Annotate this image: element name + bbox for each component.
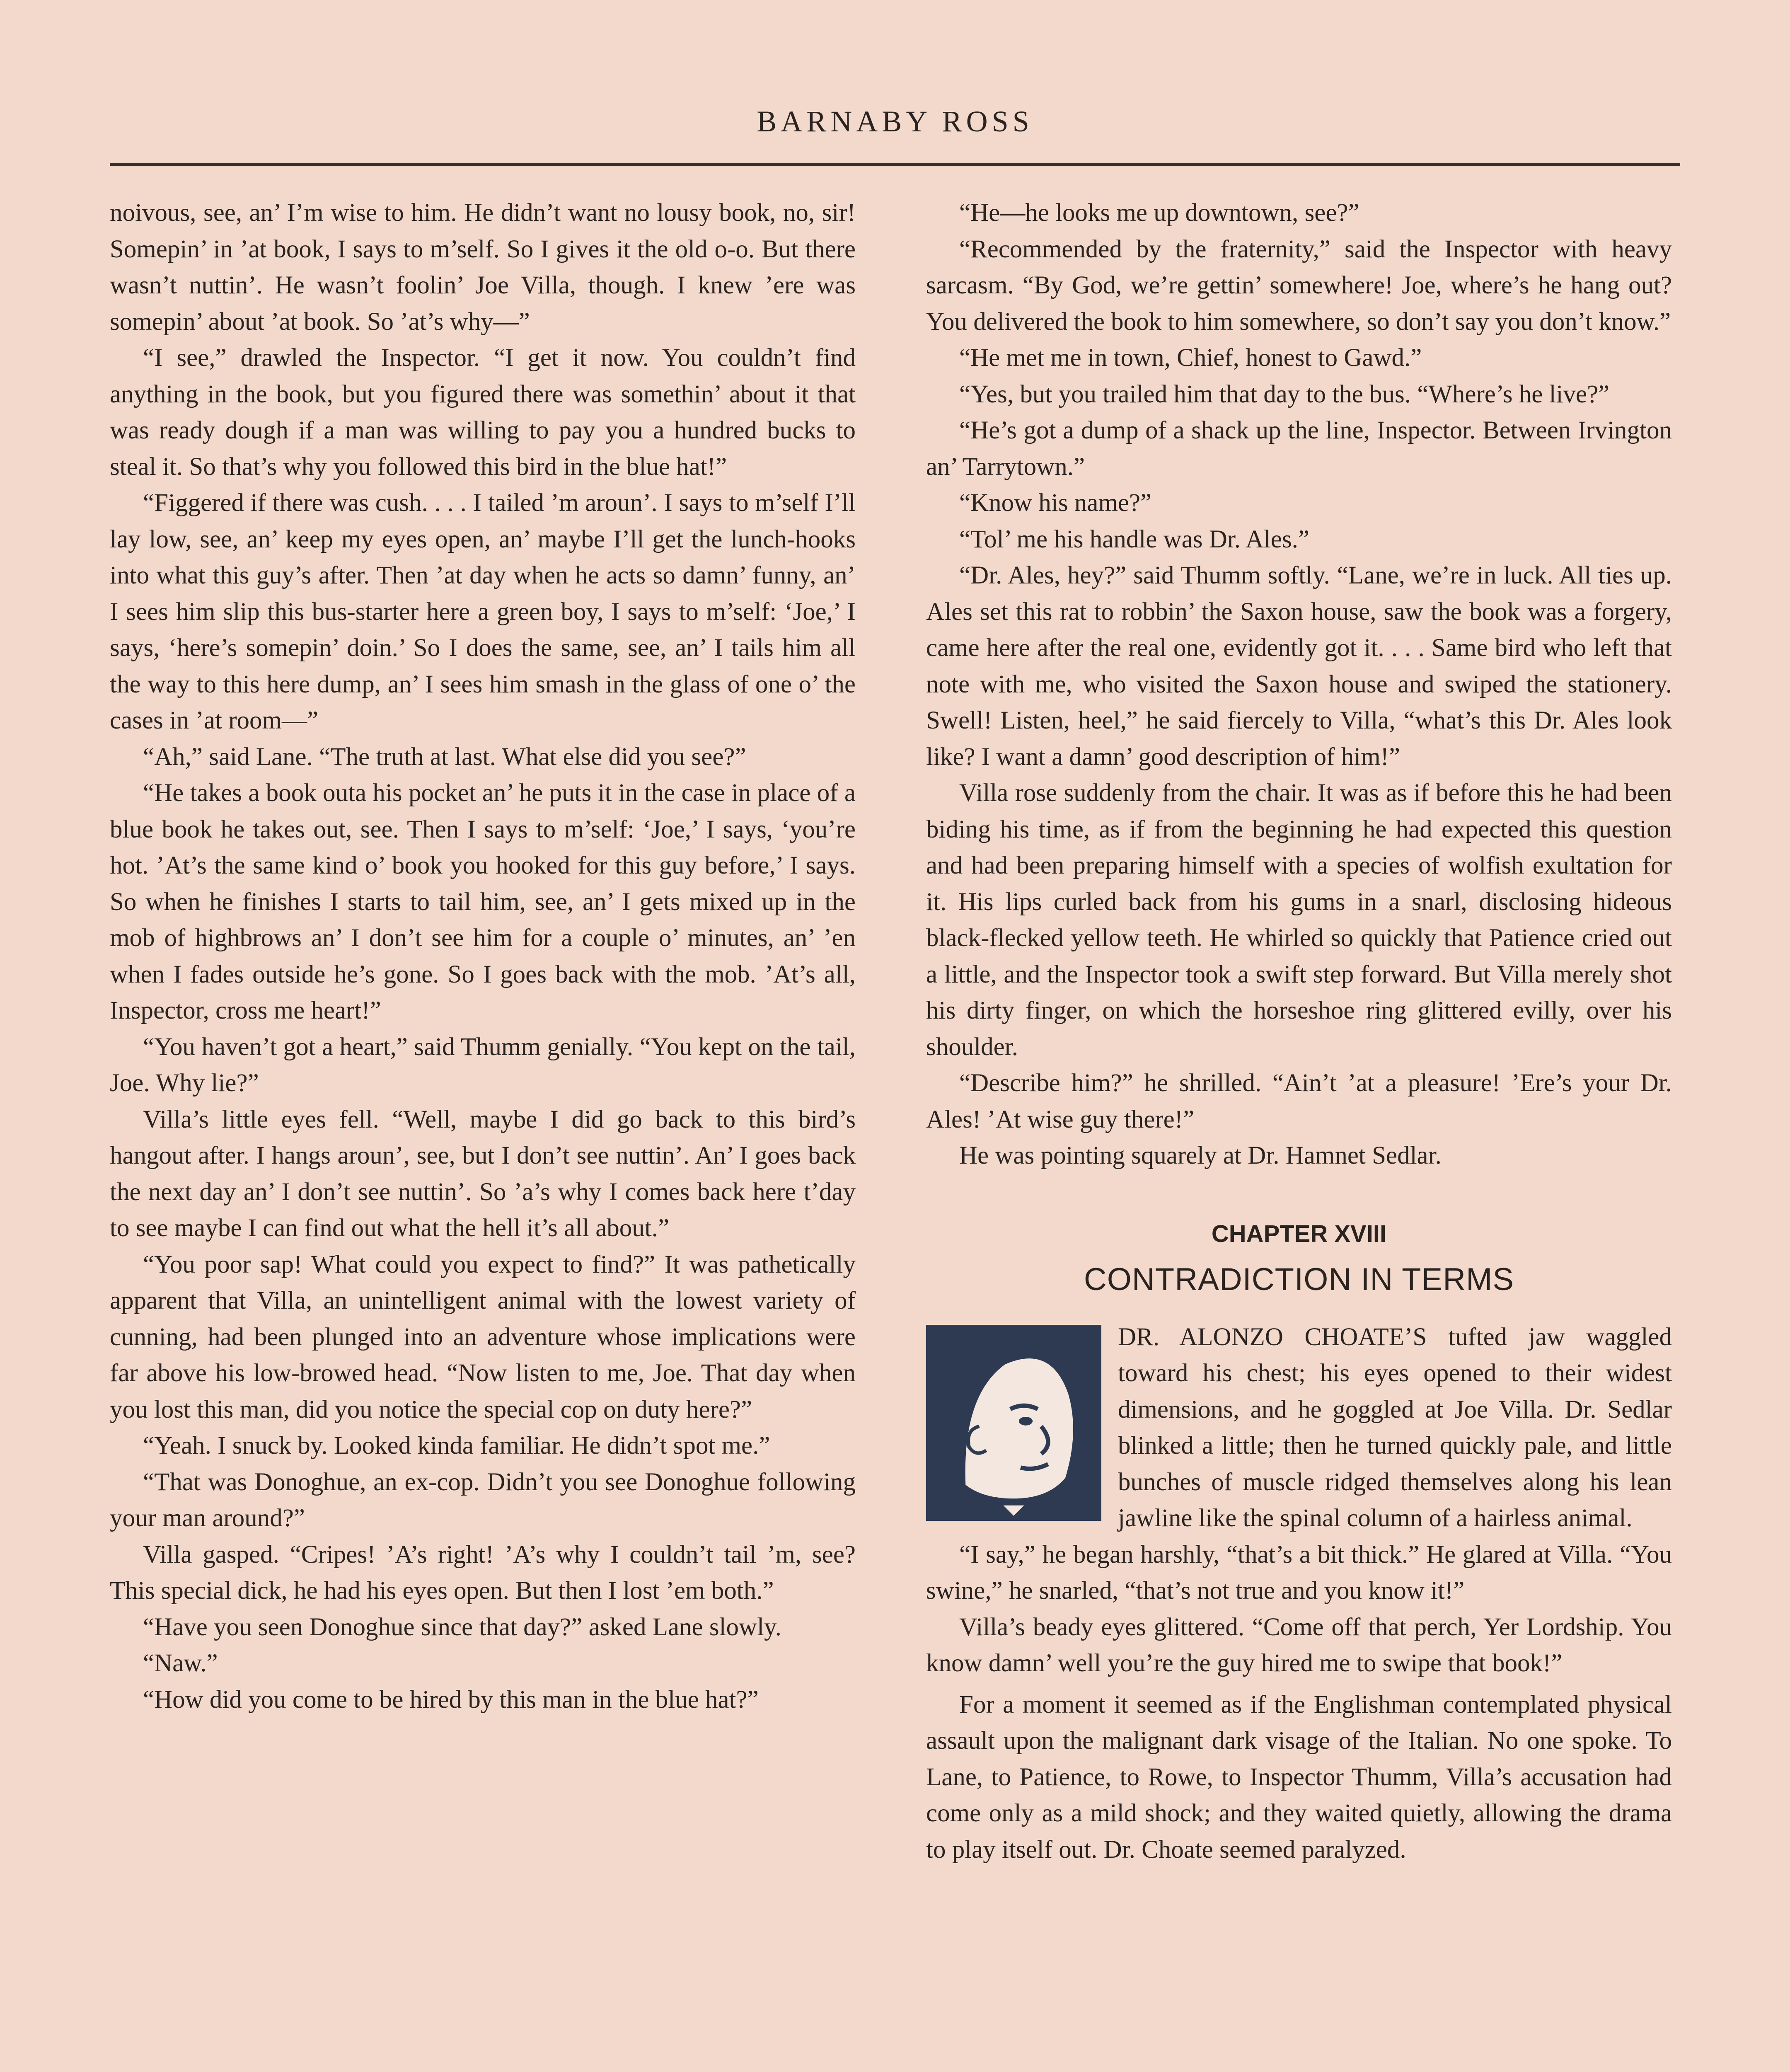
paragraph: “Describe him?” he shrilled. “Ain’t ’at a pleasure! ’Ere’s your Dr. Ales! ’At wise guy there!” [926,1069,1672,1133]
paragraph: “Ah,” said Lane. “The truth at last. What else did you see?” [143,743,746,771]
paragraph: “Know his name?” [959,489,1152,517]
chapter-opening: DR. ALONZO CHOATE’S tufted jaw waggled toward his chest; his eyes opened to their widest dimensions, and he goggled at Joe Villa. Dr. Sedlar blinked a little; then he turned quickly pale, and little bunches of muscle ridged themselves along his lean jawline like the spinal column of a hairless animal. [1118,1323,1672,1532]
paragraph: “He’s got a dump of a shack up the line, Inspector. Between Irvington an’ Tarrytown.” [926,416,1672,481]
paragraph: noivous, see, an’ I’m wise to him. He didn’t want no lousy book, no, sir! Somepin’ in ’at book, I says to m’self. So I gives it the old o-o. But there wasn’t nuttin’. He wasn’t foolin’ Joe Villa, though. I knew ’ere was somepin’ about ’at book. So ’at’s why—” [110,199,856,336]
paragraph: “I see,” drawled the Inspector. “I get it now. You couldn’t find anything in the book, but you figured there was somethin’ about it that was ready dough if a man was willing to pay you a hundred bucks to steal it. So that’s why you followed this bird in the blue hat!” [110,344,856,481]
paragraph: “He met me in town, Chief, honest to Gawd.” [959,344,1422,372]
paragraph: “Tol’ me his handle was Dr. Ales.” [959,525,1310,553]
paragraph: “Dr. Ales, hey?” said Thumm softly. “Lane, we’re in luck. All ties up. Ales set this rat to robbin’ the Saxon house, saw the book was a forgery, came here after the real one, evidently got it. . . . Same bird who left that note with me, who visited the Saxon house and swiped the stationery. Swell! Listen, heel,” he said fiercely to Villa, “what’s this Dr. Ales look like? I want a damn’ good description of him!” [926,562,1672,771]
bald-man-portrait-icon [926,1325,1101,1521]
paragraph: For a moment it seemed as if the Englishman contemplated physical assault upon the malignant dark visage of the Italian. No one spoke. To Lane, to Patience, to Rowe, to Inspector Thumm, Villa’s accusation had come only as a mild shock; and they waited quietly, allowing the drama to play itself out. Dr. Choate seemed paralyzed. [926,1690,1672,1864]
running-head: BARNABY ROSS [757,105,1033,138]
paragraph: Villa’s beady eyes glittered. “Come off that perch, Yer Lordship. You know damn’ well you’re the guy hired me to swipe that book!” [926,1613,1672,1677]
paragraph: “How did you come to be hired by this man in the blue hat?” [143,1685,759,1714]
paragraph: “I say,” he began harshly, “that’s a bit thick.” He glared at Villa. “You swine,” he snarled, “that’s not true and you know it!” [926,1540,1672,1605]
chapter-title: CONTRADICTION IN TERMS [1084,1261,1514,1297]
paragraph: “Naw.” [143,1649,218,1677]
paragraph: “He takes a book outa his pocket an’ he puts it in the case in place of a blue book he takes out, see. Then I says to m’self: ‘Joe,’ I says, ‘you’re hot. ’At’s the same kind o’ book you hooked for this guy before,’ I says. So when he finishes I starts to tail him, see, an’ I gets mixed up in the mob of highbrows an’ I don’t see him for a couple o’ minutes, an’ ’en when I fades outside he’s gone. So I goes back with the mob. ’At’s all, Inspector, cross me heart!” [110,779,856,1024]
paragraph: Villa’s little eyes fell. “Well, maybe I did go back to this bird’s hangout after. I hangs aroun’, see, but I don’t see nuttin’. An’ I goes back the next day an’ I don’t see nuttin’. So ’a’s why I comes back here t’day to see maybe I can find out what the hell it’s all about.” [110,1105,856,1242]
right-column [926,195,1672,1868]
left-column [110,195,856,1718]
paragraph: “Figgered if there was cush. . . . I tailed ’m aroun’. I says to m’self I’ll lay low, see, an’ keep my eyes open, an’ maybe I’ll get the lunch-hooks into what this guy’s after. Then ’at day when he acts so damn’ funny, an’ I sees him slip this bus-starter here a green boy, I says to m’self: ‘Joe,’ I says, ‘here’s somepin’ doin.’ So I does the same, see, an’ I tails him all the way to this here dump, an’ I sees him smash in the glass of one o’ the cases in ’at room—” [110,489,856,734]
header-rule [110,163,1680,166]
paragraph: He was pointing squarely at Dr. Hamnet Sedlar. [959,1142,1442,1169]
paragraph: “You haven’t got a heart,” said Thumm genially. “You kept on the tail, Joe. Why lie?” [110,1033,856,1097]
chapter-number: CHAPTER XVIII [1211,1220,1387,1247]
paragraph: “He—he looks me up downtown, see?” [959,199,1359,227]
paragraph: “That was Donoghue, an ex-cop. Didn’t you see Donoghue following your man around?” [110,1468,856,1532]
paragraph: “Yes, but you trailed him that day to the bus. “Where’s he live?” [959,380,1610,408]
paragraph: “Have you seen Donoghue since that day?” asked Lane slowly. [143,1613,781,1641]
portrait-drawing [928,1326,1100,1519]
paragraph: “Recommended by the fraternity,” said the Inspector with heavy sarcasm. “By God, we’re gettin’ somewhere! Joe, where’s he hang out? You delivered the book to him somewhere, so don’t say you don’t know.” [926,235,1672,336]
paragraph: Villa gasped. “Cripes! ’A’s right! ’A’s why I couldn’t tail ’m, see? This special dick, he had his eyes open. But then I lost ’em both.” [110,1540,856,1605]
paragraph: Villa rose suddenly from the chair. It was as if before this he had been biding his time, as if from the beginning he had expected this question and had been preparing himself with a species of wolfish exultation for it. His lips curled back from his gums in a snarl, disclosing hideous black-flecked yellow teeth. He whirled so quickly that Patience cried out a little, and the Inspector took a swift step forward. But Villa merely shot his dirty finger, on which the horseshoe ring glittered evilly, over his shoulder. [926,779,1672,1061]
paragraph: “Yeah. I snuck by. Looked kinda familiar. He didn’t spot me.” [143,1432,770,1460]
paragraph: “You poor sap! What could you expect to find?” It was pathetically apparent that Villa, an unintelligent animal with the lowest variety of cunning, had been plunged into an adventure whose implications were far above his low-browed head. “Now listen to me, Joe. That day when you lost this man, did you notice the special cop on duty here?” [110,1250,856,1423]
